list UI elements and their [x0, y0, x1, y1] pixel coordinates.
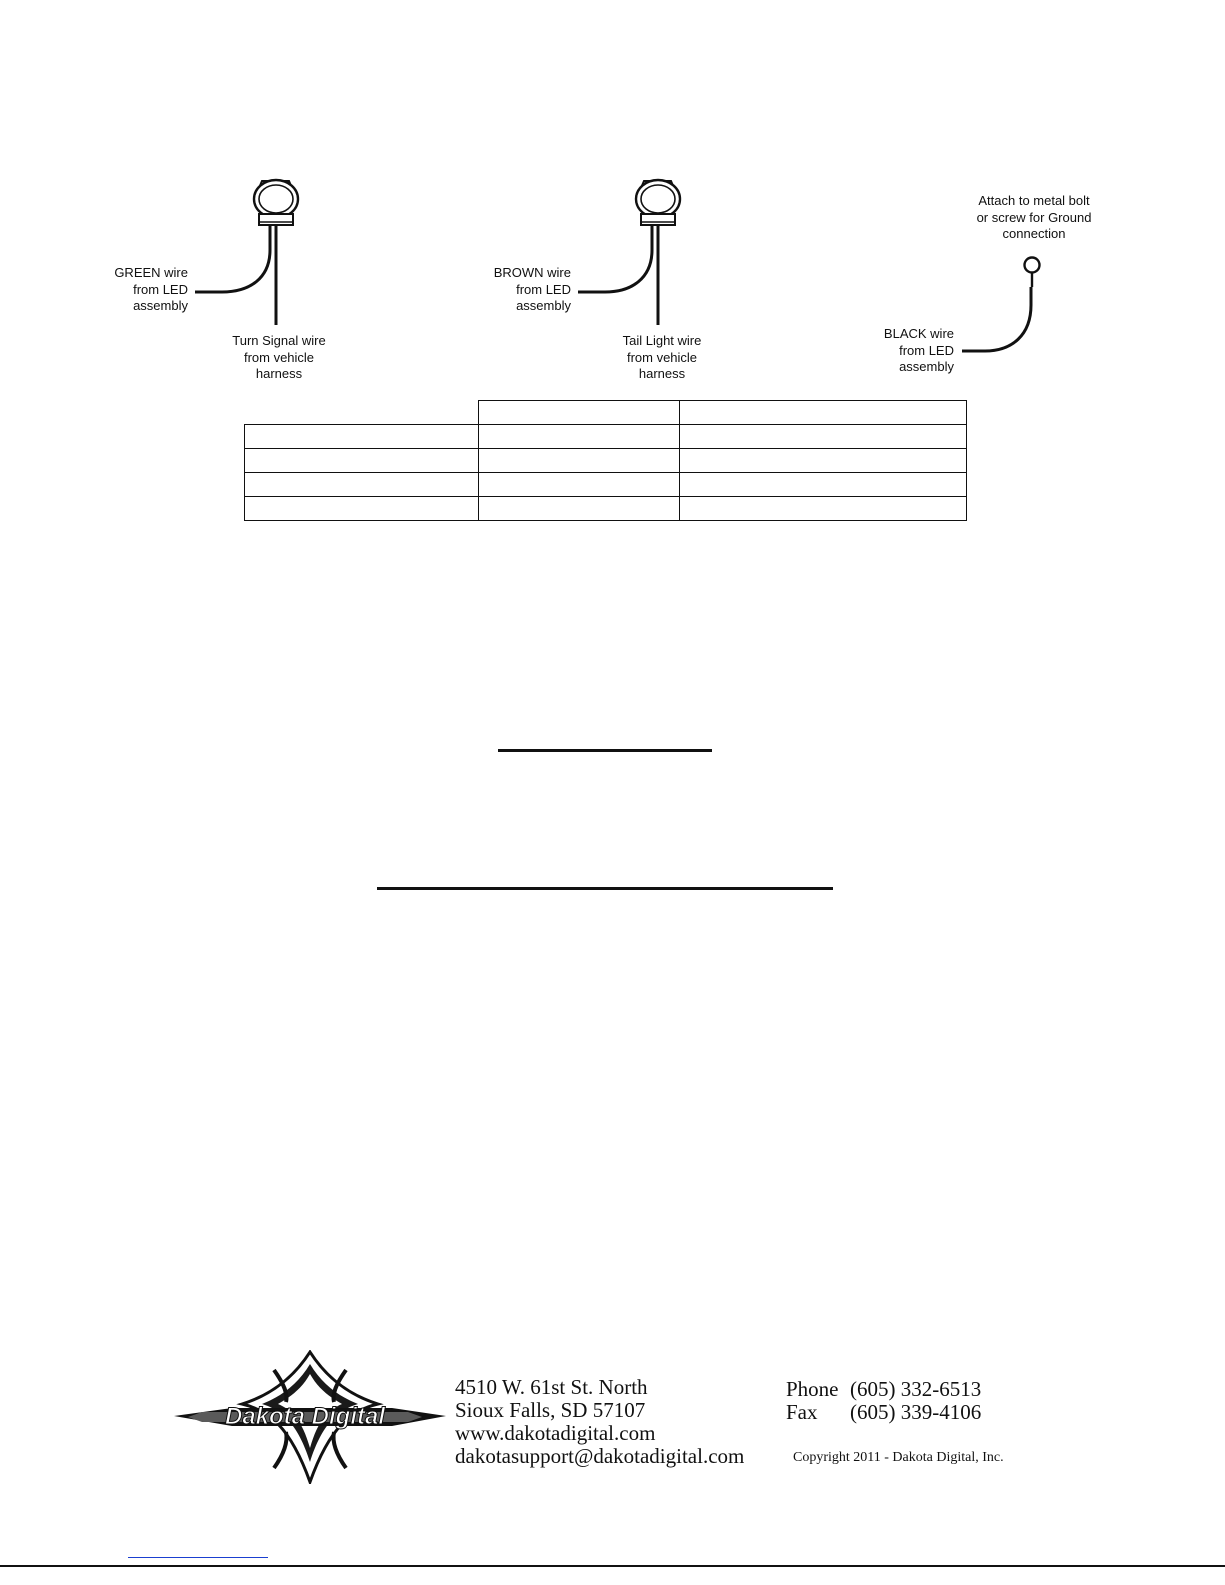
- table-cell: [479, 425, 680, 449]
- phone-label: Phone: [786, 1377, 839, 1401]
- hyperlink-underline: [128, 1557, 268, 1558]
- ring-terminal-icon: [1025, 258, 1040, 288]
- fax-number: (605) 339-4106: [850, 1400, 982, 1424]
- page-bottom-border: [0, 1565, 1225, 1567]
- table-cell: [245, 401, 479, 425]
- brown-wire-label: BROWN wire from LED assembly: [493, 265, 571, 313]
- table-cell: [680, 473, 967, 497]
- table-cell: [479, 449, 680, 473]
- heading-underline: [377, 887, 833, 890]
- table-cell: [245, 497, 479, 521]
- table-cell: [479, 401, 680, 425]
- table-row: [245, 497, 967, 521]
- table-row: [245, 401, 967, 425]
- table-row: [245, 449, 967, 473]
- table-cell: [245, 425, 479, 449]
- green-wire: [195, 225, 270, 292]
- bulb-icon: [636, 180, 680, 225]
- bulb-icon: [254, 180, 298, 225]
- green-wire-label: GREEN wire from LED assembly: [114, 265, 188, 313]
- turn-signal-wire-label: Turn Signal wire from vehicle harness: [232, 333, 326, 381]
- ground-attach-label: Attach to metal bolt or screw for Ground connection: [976, 193, 1092, 241]
- company-address: [455, 1376, 744, 1468]
- logo-text: Dakota Digital: [224, 1403, 386, 1430]
- website-text: www.dakotadigital.com: [455, 1421, 656, 1445]
- heading-underline: [498, 749, 712, 752]
- table-cell: [479, 497, 680, 521]
- table-cell: [245, 449, 479, 473]
- table-row: [245, 425, 967, 449]
- fax-label: Fax: [786, 1400, 818, 1424]
- contact-numbers: [786, 1378, 981, 1424]
- table-cell: [680, 401, 967, 425]
- table-row: [245, 473, 967, 497]
- phone-number: (605) 332-6513: [850, 1377, 982, 1401]
- brown-wire: [578, 225, 652, 292]
- company-logo: [172, 1350, 448, 1484]
- table-cell: [479, 473, 680, 497]
- table-cell: [680, 425, 967, 449]
- wire-table: [244, 400, 967, 521]
- copyright-text: Copyright 2011 - Dakota Digital, Inc.: [793, 1450, 1004, 1465]
- table-cell: [680, 497, 967, 521]
- black-wire-label: BLACK wire from LED assembly: [883, 326, 954, 374]
- support-email-text: dakotasupport@dakotadigital.com: [455, 1444, 745, 1468]
- table-cell: [680, 449, 967, 473]
- address-line: 4510 W. 61st St. North: [455, 1375, 648, 1399]
- black-wire: [962, 287, 1031, 351]
- table-cell: [245, 473, 479, 497]
- address-line: Sioux Falls, SD 57107: [455, 1398, 646, 1422]
- tail-light-wire-label: Tail Light wire from vehicle harness: [622, 333, 702, 381]
